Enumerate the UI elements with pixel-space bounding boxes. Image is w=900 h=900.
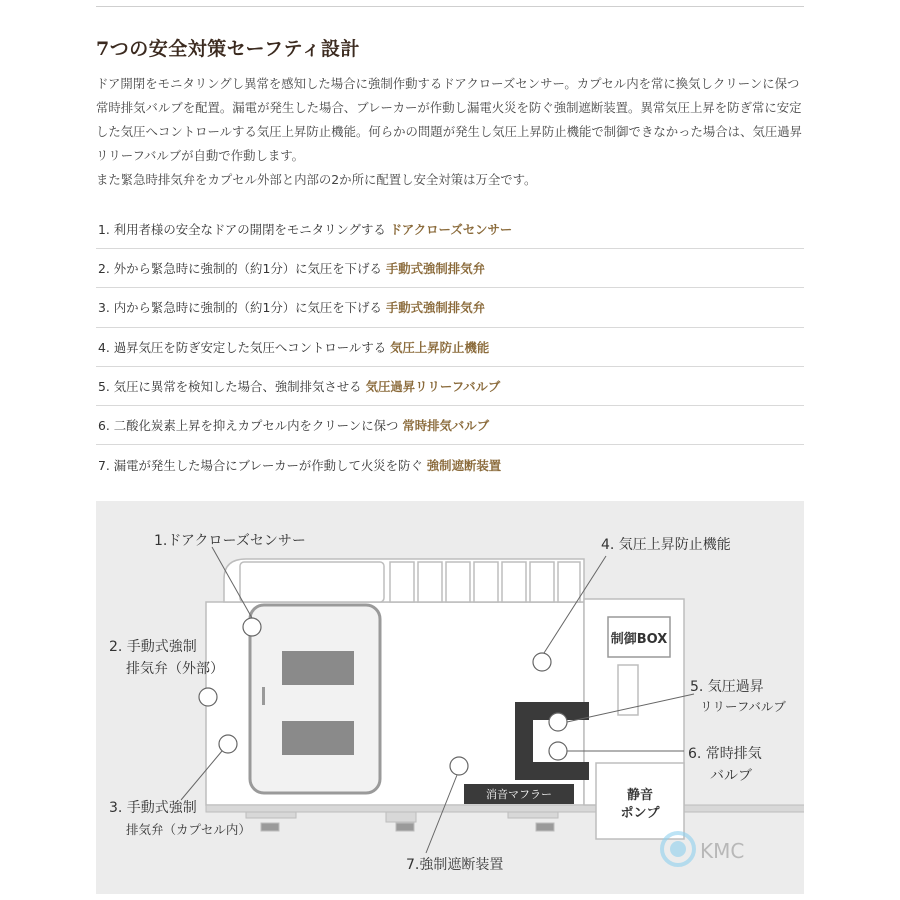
feature-item: [96, 406, 804, 445]
feature-text: 6. 二酸化炭素上昇を抑えカプセル内をクリーンに保つ: [98, 418, 399, 434]
feature-highlight: 気圧上昇防止機能: [390, 339, 490, 355]
feature-text: 2. 外から緊急時に強制的（約1分）に気圧を下げる: [98, 261, 382, 277]
label-breaker: 7.強制遮断装置: [406, 857, 504, 873]
capsule-illustration: [96, 501, 804, 894]
description-paragraph: ドア開閉をモニタリングし異常を感知した場合に強制作動するドアクローズセンサー。カプセル内を常に換気しクリーンに保つ常時排気バルブを配置。漏電が発生した場合、ブレーカーが作動し漏電火災を防ぐ強制遮断装置。異常気圧上昇を防ぎ常に安定した気圧へコントロールする気圧上昇防止機能。何らかの問題が発生し気圧上昇防止機能で制御できなかった場合は、気圧過昇リリーフバルブが自動で作動します。: [96, 76, 803, 163]
muffler-label: 消音マフラー: [486, 788, 552, 801]
feature-highlight: ドアクローズセンサー: [389, 222, 513, 238]
top-divider: [96, 6, 804, 7]
feature-item: [96, 288, 804, 327]
label-valve-inner-1: 3. 手動式強制: [109, 800, 197, 816]
label-valve-outer-1: 2. 手動式強制: [109, 639, 197, 655]
label-pressure-control: 4. 気圧上昇防止機能: [601, 537, 731, 553]
label-relief-1: 5. 気圧過昇: [690, 679, 764, 695]
feature-item: [96, 249, 804, 288]
feature-highlight: 強制遮断装置: [426, 457, 502, 473]
control-box-label: 制御BOX: [610, 632, 668, 647]
label-door-sensor: 1.ドアクローズセンサー: [154, 533, 306, 549]
feature-item: [96, 328, 804, 367]
feature-text: 1. 利用者様の安全なドアの開閉をモニタリングする: [98, 222, 386, 238]
logo-text: KMC: [700, 839, 745, 863]
feature-highlight: 気圧過昇リリーフバルブ: [365, 378, 501, 394]
feature-highlight: 手動式強制排気弁: [385, 300, 485, 316]
label-exhaust-2: バルブ: [710, 768, 752, 784]
feature-item: [96, 210, 804, 249]
feature-text: 7. 漏電が発生した場合にブレーカーが作動して火災を防ぐ: [98, 457, 423, 473]
section-description: [96, 72, 808, 192]
feature-item: [96, 367, 804, 406]
feature-text: 5. 気圧に異常を検知した場合、強制排気させる: [98, 378, 362, 394]
label-relief-2: リリーフバルブ: [700, 699, 786, 714]
feature-list: [96, 210, 804, 484]
pump-label-1: 静音: [626, 788, 654, 803]
label-exhaust-1: 6. 常時排気: [688, 746, 762, 762]
description-paragraph: また緊急時排気弁をカプセル外部と内部の2か所に配置し安全対策は万全です。: [96, 172, 537, 187]
label-valve-inner-2: 排気弁（カプセル内）: [126, 822, 251, 837]
feature-text: 3. 内から緊急時に強制的（約1分）に気圧を下げる: [98, 300, 382, 316]
section-title: 7つの安全対策セーフティ設計: [96, 38, 360, 60]
label-valve-outer-2: 排気弁（外部）: [126, 661, 224, 677]
feature-highlight: 手動式強制排気弁: [385, 261, 485, 277]
feature-text: 4. 過昇気圧を防ぎ安定した気圧へコントロールする: [98, 339, 387, 355]
feature-highlight: 常時排気バルブ: [402, 418, 490, 434]
capsule-door: [250, 605, 380, 793]
pump-label-2: ポンプ: [620, 806, 660, 821]
capsule-base: [206, 805, 804, 831]
capsule-diagram: [96, 501, 804, 894]
feature-item: [96, 445, 804, 484]
